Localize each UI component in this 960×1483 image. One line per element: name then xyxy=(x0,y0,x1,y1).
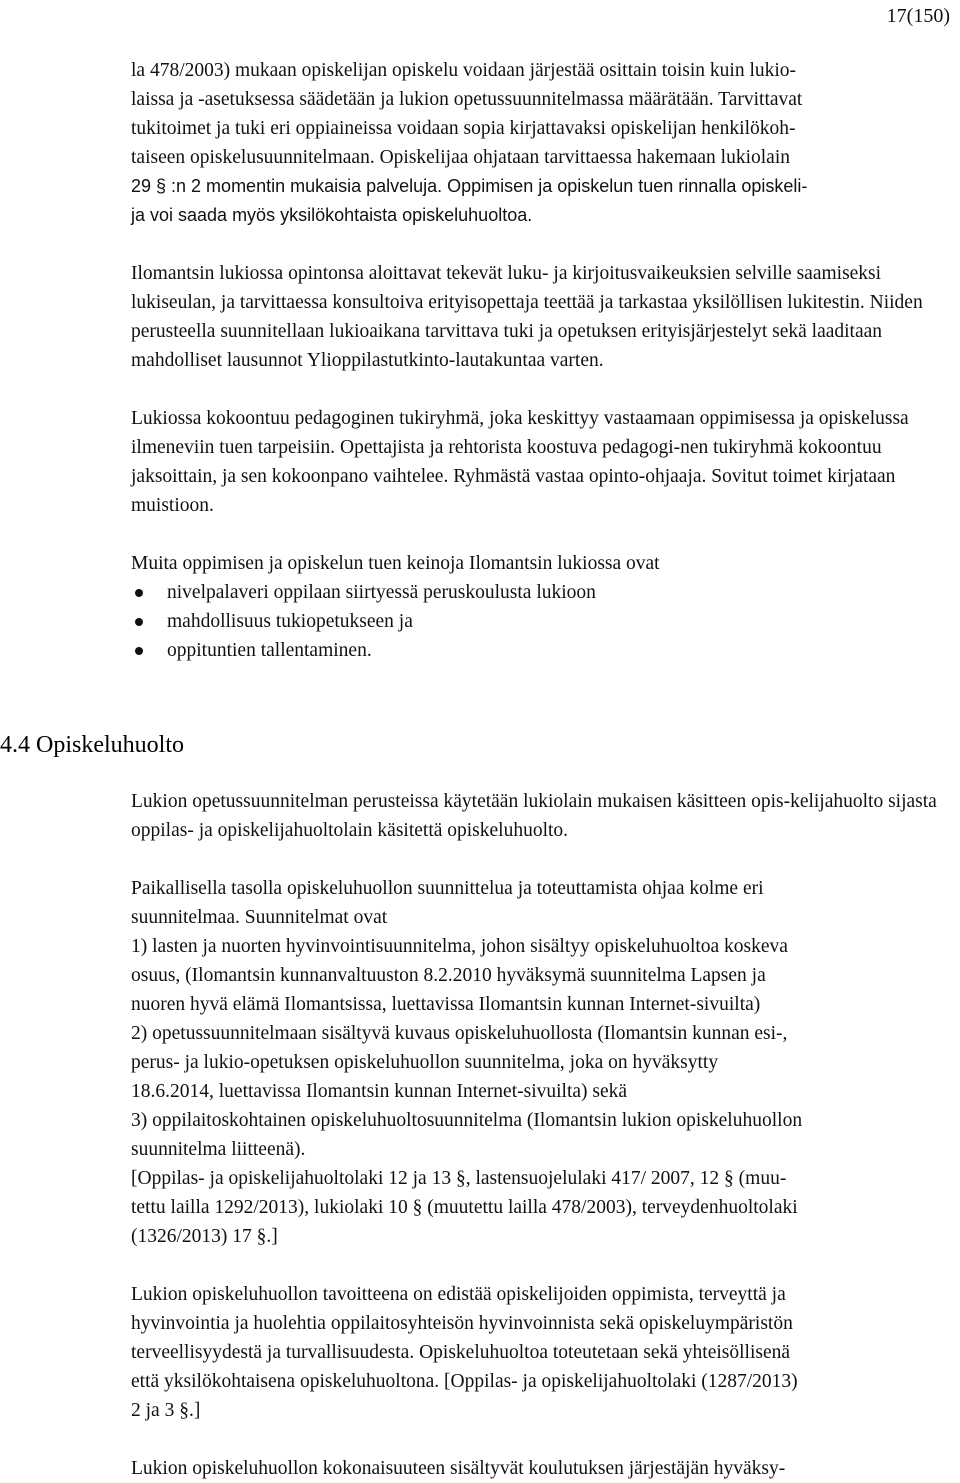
text-line: ja voi saada myös yksilökohtaista opiskeluhuoltoa. xyxy=(131,205,533,225)
paragraph-curriculum: Lukion opetussuunnitelman perusteissa käytetään lukiolain mukaisen käsitteen opis-kelijahuolto sijasta oppilas- ja opiskelijahuoltolain käsitettä opiskeluhuolto. xyxy=(131,791,937,841)
text-line: 1) lasten ja nuorten hyvinvointisuunnitelma, johon sisältyy opiskeluhuoltoa koskeva xyxy=(131,936,788,957)
text-line: 3) oppilaitoskohtainen opiskeluhuoltosuunnitelma (Ilomantsin lukion opiskeluhuollon xyxy=(131,1110,803,1131)
text-line: 29 § :n 2 momentin mukaisia palveluja. Oppimisen ja opiskelun tuen rinnalla opiskeli- xyxy=(131,176,808,196)
text-line: terveellisyydestä ja turvallisuudesta. Opiskeluhuoltoa toteutetaan sekä yhteisöllisenä xyxy=(131,1342,791,1363)
text-line: Paikallisella tasolla opiskeluhuollon suunnittelua ja toteuttamista ohjaa kolme eri xyxy=(131,878,764,899)
other-means-intro: Muita oppimisen ja opiskelun tuen keinoja Ilomantsin lukiossa ovat xyxy=(131,553,660,574)
text-line: 2) opetussuunnitelmaan sisältyvä kuvaus opiskeluhuollosta (Ilomantsin kunnan esi-, xyxy=(131,1023,788,1044)
section-heading xyxy=(0,730,184,760)
paragraph-plans xyxy=(131,874,946,1251)
text-line: laissa ja -asetuksessa säädetään ja lukion opetussuunnitelmassa määrätään. Tarvittavat xyxy=(131,89,803,110)
paragraph-last: Lukion opiskeluhuollon kokonaisuuteen sisältyvät koulutuksen järjestäjän hyväksy- xyxy=(131,1458,786,1479)
paragraph-goal xyxy=(131,1280,946,1425)
text-line: suunnitelma liitteenä). xyxy=(131,1139,306,1160)
text-line: taiseen opiskelusuunnitelmaan. Opiskelijaa ohjataan tarvittaessa hakemaan lukiolain xyxy=(131,147,791,168)
text-line: Lukion opiskeluhuollon tavoitteena on edistää opiskelijoiden oppimista, terveyttä ja xyxy=(131,1284,786,1305)
text-line: 18.6.2014, luettavissa Ilomantsin kunnan Internet-sivuilta) sekä xyxy=(131,1081,628,1102)
paragraph-support-group: Lukiossa kokoontuu pedagoginen tukiryhmä, joka keskittyy vastaamaan oppimisessa ja opiskelussa ilmeneviin tuen tarpeisiin. Opettajista ja rehtorista koostuva pedagogi-nen tukiryhmä kokoontuu jaksoittain, ja sen kokoonpano vaihtelee. Ryhmästä vastaa opinto-ohjaaja. Sovitut toimet kirjataan muistioon. xyxy=(131,408,909,516)
other-means-list xyxy=(131,578,946,665)
text-line: [Oppilas- ja opiskelijahuoltolaki 12 ja 13 §, lastensuojelulaki 417/ 2007, 12 § (muu- xyxy=(131,1168,787,1189)
list-item: oppituntien tallentaminen. xyxy=(131,636,946,665)
text-line: hyvinvointia ja huolehtia oppilaitosyhteisön hyvinvoinnista sekä opiskeluympäristön xyxy=(131,1313,793,1334)
list-item: mahdollisuus tukiopetukseen ja xyxy=(131,607,946,636)
document-body xyxy=(131,56,946,665)
section-title: Opiskeluhuolto xyxy=(36,732,184,758)
list-item: nivelpalaveri oppilaan siirtyessä peruskoulusta lukioon xyxy=(131,578,946,607)
section-number: 4.4 xyxy=(0,732,30,758)
text-line: tettu lailla 1292/2013), lukiolaki 10 § (muutettu lailla 478/2003), terveydenhuoltolaki xyxy=(131,1197,798,1218)
text-line: tukitoimet ja tuki eri oppiaineissa voidaan sopia kirjattavaksi opiskelijan henkilökoh- xyxy=(131,118,796,139)
section-body xyxy=(131,787,946,1483)
text-line: että yksilökohtaisena opiskeluhuoltona. [Oppilas- ja opiskelijahuoltolaki (1287/2013) xyxy=(131,1371,798,1392)
text-line: osuus, (Ilomantsin kunnanvaltuuston 8.2.2010 hyväksymä suunnitelma Lapsen ja xyxy=(131,965,766,986)
page-number: 17(150) xyxy=(886,5,950,27)
text-line: nuoren hyvä elämä Ilomantsissa, luettavissa Ilomantsin kunnan Internet-sivuilta) xyxy=(131,994,761,1015)
paragraph-study-arrangements xyxy=(131,56,946,230)
text-line: (1326/2013) 17 §.] xyxy=(131,1226,278,1247)
text-line: suunnitelmaa. Suunnitelmat ovat xyxy=(131,907,388,928)
text-line: perus- ja lukio-opetuksen opiskeluhuollon suunnitelma, joka on hyväksytty xyxy=(131,1052,719,1073)
text-line: la 478/2003) mukaan opiskelijan opiskelu voidaan järjestää osittain toisin kuin lukio- xyxy=(131,60,797,81)
text-line: 2 ja 3 §.] xyxy=(131,1400,201,1421)
paragraph-screening: Ilomantsin lukiossa opintonsa aloittavat tekevät luku- ja kirjoitusvaikeuksien selville saamiseksi lukiseulan, ja tarvittaessa konsultoiva erityisopettaja teettää ja tarkastaa yksilöllisen lukitestin. Niiden perusteella suunnitellaan lukioaikana tarvittava tuki ja opetuksen erityisjärjestelyt sekä laaditaan mahdolliset lausunnot Ylioppilastutkinto-lautakuntaa varten. xyxy=(131,263,923,371)
